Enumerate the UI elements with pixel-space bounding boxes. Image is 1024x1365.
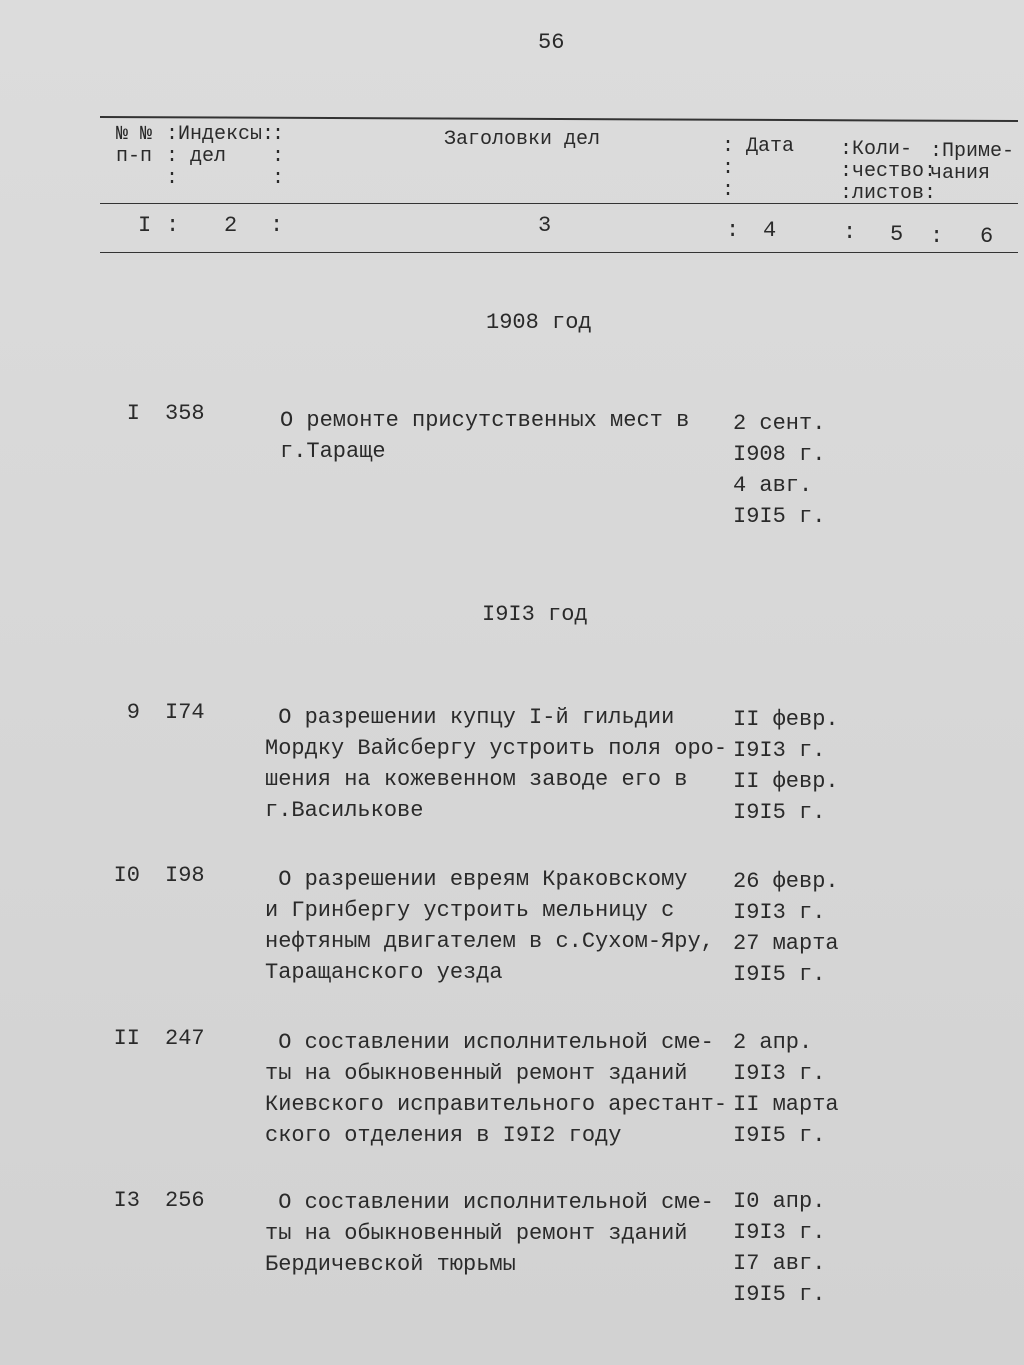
page-number: 56 [538, 30, 565, 55]
year-heading-1913: I9I3 год [482, 602, 588, 627]
entry-title: О ремонте присутственных мест в г.Таращe [280, 408, 690, 464]
header-col-sheets: :Коли- :чество: :листов: [840, 138, 937, 205]
entry-dates: II февр. I9I3 г. II февр. I9I5 г. [733, 707, 839, 825]
col-number-2: 2 [224, 213, 238, 238]
year-heading-1908: 1908 год [486, 310, 592, 335]
entry-dates: 2 сент. I908 г. 4 авг. I9I5 г. [733, 411, 826, 529]
col-number-3: 3 [538, 213, 552, 238]
document-page: 56 № № п-п :Индексы: : дел : : : : Заголовки дел : Дата : : :Коли- :чество: :листов: :Приме- чания I : 2 : 3 : 4 : 5 : 6 1908 год I 358 О ремонте присутственных мест в г.Таращe 2 сент. I908 г. 4 авг. I9I5 г. I9I3 год 9 I74 О разрешении купцу I-й гильдии Мордку Вайсбергу устроить поля оро- шения на кожевенном заводе его в г.Василькове II февр. I9I3 г. II февр. I9I5 г. I0 I98 О разрешении евреям Краковскому и Гринбергу устроить мельницу с нефтяным двигателем в с.Сухом-Яру, Таращанского уезда 26 февр. I9I3 г. 27 марта I9I5 г. II 247 О составлении исполнительной сме- ты на обыкновенный ремонт зданий Киевского исправительного арестант- ского отделения в I9I2 году 2 апр. I9I3 г. II марта I9I5 г. I3 256 О составлении исполнительной сме- ты на обыкновенный ремонт зданий Бердичевской тюрьмы I0 апр. I9I3 г. I7 авг. I9I5 г. [0, 0, 1024, 1365]
entry-number: I3 [113, 1188, 140, 1213]
entry-dates: 26 февр. I9I3 г. 27 марта I9I5 г. [733, 869, 839, 987]
header-col-date: : Дата : : [722, 135, 795, 202]
numbering-rule [100, 252, 1018, 253]
entry-number: I0 [113, 863, 140, 888]
col-number-5: 5 [890, 222, 904, 247]
header-col-index: :Индексы: : дел : [166, 123, 275, 190]
entry-index: 247 [165, 1026, 205, 1051]
entry-number: II [113, 1026, 140, 1051]
entry-title: О составлении исполнительной сме- ты на обыкновенный ремонт зданий Киевского исправительного арестант- ского отделения в I9I2 году [265, 1030, 728, 1148]
table-top-rule [100, 116, 1018, 122]
header-col-number: № № п-п [116, 123, 153, 168]
col-number-1: I [138, 213, 152, 238]
entry-index: 358 [165, 401, 205, 426]
header-col-notes: :Приме- чания [930, 140, 1015, 185]
entry-index: 256 [165, 1188, 205, 1213]
entry-dates: 2 апр. I9I3 г. II марта I9I5 г. [733, 1030, 839, 1148]
entry-dates: I0 апр. I9I3 г. I7 авг. I9I5 г. [733, 1189, 826, 1307]
entry-title: О составлении исполнительной сме- ты на обыкновенный ремонт зданий Бердичевской тюрьмы [265, 1190, 714, 1277]
col-number-6: 6 [980, 224, 994, 249]
entry-title: О разрешении купцу I-й гильдии Мордку Вайсбергу устроить поля оро- шения на кожевенном заводе его в г.Василькове [265, 705, 728, 823]
entry-number: I [126, 401, 140, 426]
col-number-4: 4 [763, 218, 777, 243]
header-col-index-sep: : : : [272, 123, 285, 190]
entry-number: 9 [126, 700, 140, 725]
entry-index: I98 [165, 863, 205, 888]
header-col-title: Заголовки дел [444, 128, 601, 151]
entry-title: О разрешении евреям Краковскому и Гринбергу устроить мельницу с нефтяным двигателем в с.Сухом-Яру, Таращанского уезда [265, 867, 714, 985]
entry-index: I74 [165, 700, 205, 725]
